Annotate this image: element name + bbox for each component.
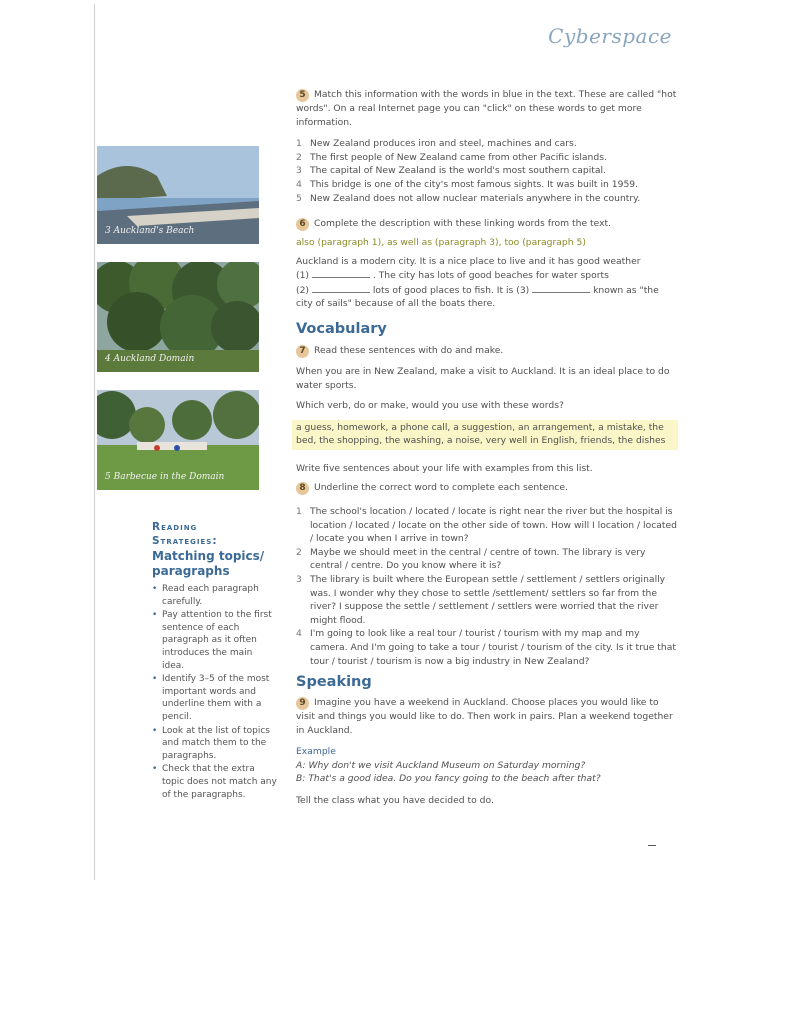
page-mark	[648, 845, 656, 846]
strategies-title-line1: Reading	[152, 521, 198, 533]
exercise-7-instruction	[296, 344, 678, 358]
list-item	[296, 627, 678, 668]
photo-caption: 4 Auckland Domain	[105, 354, 195, 364]
item-text: This bridge is one of the city's most famous sights. It was built in 1959.	[310, 178, 639, 190]
exercise-6-instruction	[296, 217, 678, 231]
list-item: • Identify 3–5 of the most important words and underline them with a pencil.	[152, 673, 277, 723]
photo-caption: 5 Barbecue in the Domain	[105, 472, 225, 482]
dialogue-line-b: B: That's a good idea. Do you fancy going to the beach after that?	[296, 773, 601, 785]
list-item: • Look at the list of topics and match them to the paragraphs.	[152, 725, 277, 763]
text-fragment: . The city has lots of good beaches for water sports	[372, 270, 609, 282]
item-number: 4	[296, 178, 302, 190]
list-item	[296, 151, 678, 165]
exercise-6-text	[296, 255, 678, 311]
exercise-number-badge: 5	[296, 89, 309, 102]
gap-number: (2)	[296, 284, 310, 296]
item-number: 4	[296, 628, 302, 640]
dialogue-line-a: A: Why don't we visit Auckland Museum on Saturday morning?	[296, 759, 586, 771]
list-item	[296, 164, 678, 178]
list-item	[296, 192, 678, 206]
writing-task: Write five sentences about your life with examples from this list.	[296, 462, 593, 474]
item-number: 1	[296, 506, 302, 517]
text-line	[296, 268, 678, 283]
exercise-5-instruction	[296, 88, 678, 129]
text-line	[296, 283, 678, 298]
example-sentence: When you are in New Zealand, make a visit to Auckland. It is an ideal place to do water sports.	[296, 366, 670, 391]
instruction-text: Read these sentences with do and make.	[314, 345, 504, 356]
exercise-number-badge: 8	[296, 482, 309, 495]
vocabulary-heading: Vocabulary	[296, 321, 387, 337]
strategies-title-line2: Strategies:	[152, 535, 218, 547]
instruction-text: Complete the description with these linking words from the text.	[314, 218, 612, 229]
text-fragment: known as "the	[593, 284, 659, 296]
gap-blank-2[interactable]	[312, 283, 370, 293]
vocab-question: Which verb, do or make, would you use with these words?	[296, 400, 564, 412]
list-item	[296, 178, 678, 192]
closing-task: Tell the class what you have decided to do.	[296, 794, 494, 806]
exercise-5	[296, 88, 678, 205]
exercise-6	[296, 217, 678, 311]
instruction-text: Match this information with the words in blue in the text. These are called "hot words". On a real Internet page you can "click" on these words to get more information.	[296, 89, 677, 128]
exercise-8-instruction	[296, 481, 678, 495]
list-item	[296, 573, 678, 627]
list-item: • Pay attention to the first sentence of each paragraph as it often introduces the main idea.	[152, 609, 277, 672]
exercise-7	[296, 344, 678, 476]
page-header-title: Cyberspace	[548, 24, 672, 48]
instruction-text: Imagine you have a weekend in Auckland. Choose places you would like to visit and things you would like to do. Then work in pairs. Plan a weekend together in Auckland.	[296, 697, 673, 736]
item-text: New Zealand does not allow nuclear materials anywhere in the country.	[310, 192, 641, 204]
gap-blank-3[interactable]	[532, 283, 590, 293]
text-fragment: lots of good places to fish. It is (3)	[372, 284, 530, 296]
item-text: New Zealand produces iron and steel, machines and cars.	[310, 138, 577, 150]
strategies-list	[152, 583, 277, 801]
photo-auckland-beach	[97, 146, 259, 244]
example-label: Example	[296, 746, 336, 758]
exercise-5-list	[296, 137, 678, 205]
item-number: 1	[296, 138, 302, 150]
highlighted-word-list: a guess, homework, a phone call, a suggestion, an arrangement, a mistake, the bed, the shopping, the washing, a noise, very well in English, friends, the dishes	[292, 420, 678, 450]
list-item: • Check that the extra topic does not match any of the paragraphs.	[152, 763, 277, 801]
list-item	[296, 137, 678, 151]
exercise-8-list	[296, 505, 678, 668]
photo-caption: 3 Auckland's Beach	[105, 226, 195, 236]
list-item	[296, 546, 678, 573]
item-text: The capital of New Zealand is the world's most southern capital.	[310, 165, 606, 177]
list-item: • Read each paragraph carefully.	[152, 583, 277, 608]
exercise-number-badge: 9	[296, 697, 309, 710]
item-text: Maybe we should meet in the central / centre of town. The library is very central / centre. Do you know where it is?	[310, 546, 646, 572]
item-text: I'm going to look like a real tour / tourist / tourism with my map and my camera. And I'm going to take a tour / tourist / tourism of the city. Is it true that tour / tourist / tourism is now a big industry in New Zealand?	[310, 628, 676, 667]
exercise-8	[296, 481, 678, 668]
item-number: 2	[296, 151, 302, 163]
item-number: 2	[296, 546, 302, 558]
reading-strategies-box	[152, 520, 277, 802]
speaking-heading: Speaking	[296, 674, 372, 690]
text-line: Auckland is a modern city. It is a nice place to live and it has good weather	[296, 255, 641, 267]
item-number: 3	[296, 165, 302, 177]
margin-rule	[94, 4, 95, 880]
item-text: The school's location / located / locate is right near the river but the hospital is location / located / locate on the other side of town. How will I location / located / locate you when I arrive in town?	[310, 506, 677, 545]
strategies-subtitle: Matching topics/ paragraphs	[152, 549, 265, 578]
gap-blank-1[interactable]	[312, 268, 370, 278]
item-number: 3	[296, 573, 302, 585]
item-number: 5	[296, 192, 302, 204]
photo-barbecue-domain	[97, 390, 259, 490]
linking-words: also (paragraph 1), as well as (paragraph 3), too (paragraph 5)	[296, 237, 586, 248]
item-text: The first people of New Zealand came from other Pacific islands.	[310, 151, 607, 163]
exercise-9	[296, 696, 678, 808]
exercise-9-instruction	[296, 696, 678, 737]
item-text: The library is built where the European settle / settlement / settlers originally was. I wonder why they chose to settle /settlement/ settlers so far from the river? I suppose the settle / settlement / settlers were worried that the river might flood.	[310, 573, 666, 626]
exercise-number-badge: 6	[296, 218, 309, 231]
photo-auckland-domain	[97, 262, 259, 372]
list-item	[296, 505, 678, 546]
instruction-text: Underline the correct word to complete each sentence.	[314, 482, 568, 493]
exercise-number-badge: 7	[296, 345, 309, 358]
gap-number: (1)	[296, 270, 310, 282]
text-line: city of sails" because of all the boats there.	[296, 298, 496, 310]
